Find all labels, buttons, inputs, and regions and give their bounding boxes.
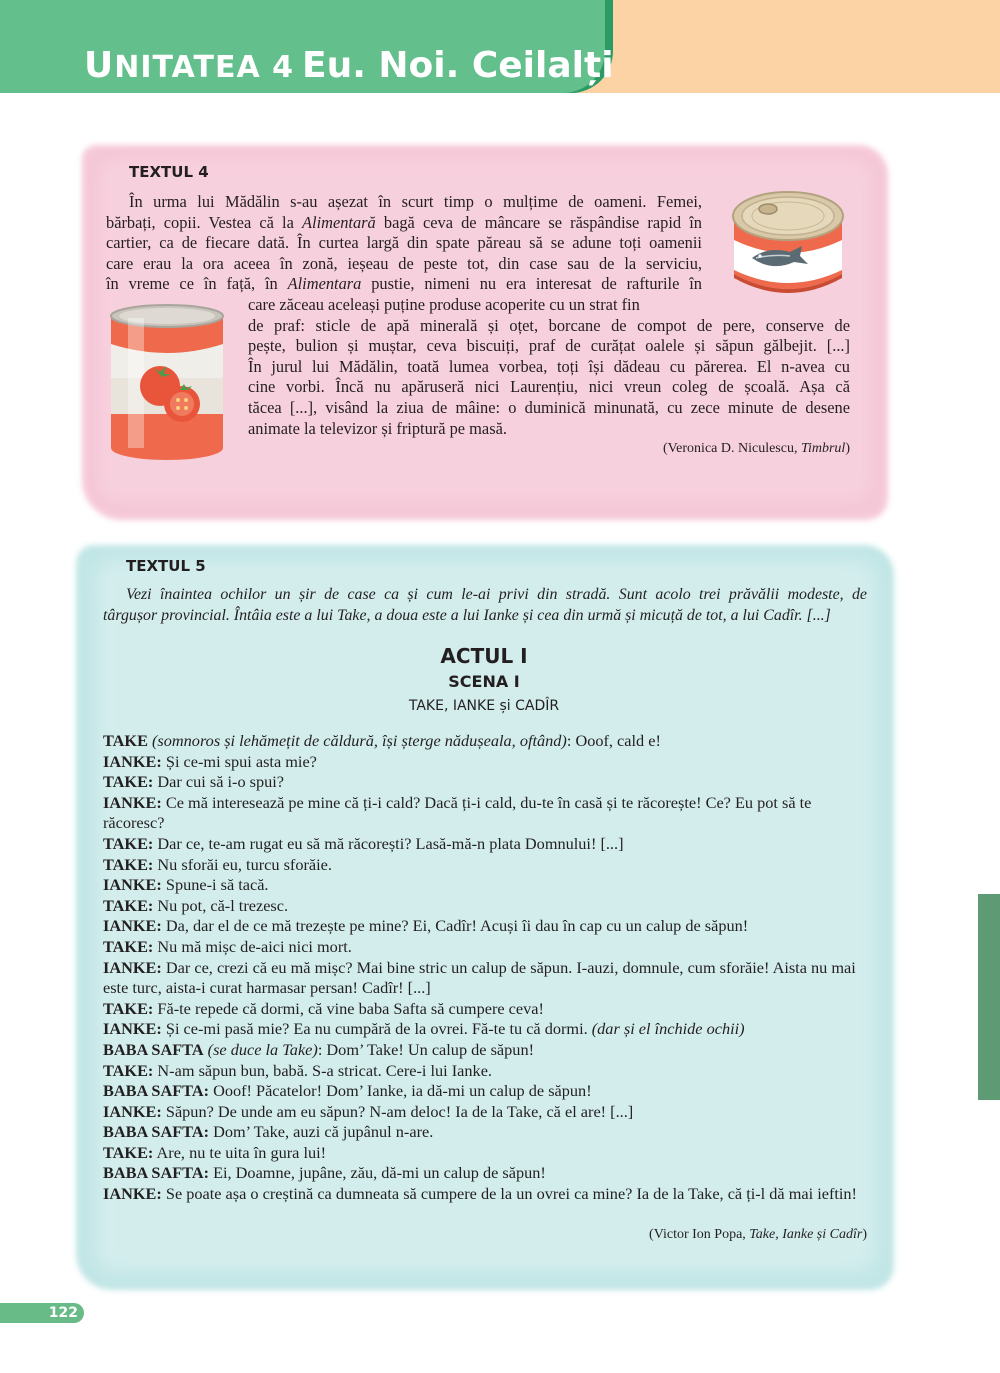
text-line: în vreme ce în față, în Alimentara pustie, nimeni nu era interesat de rafturile în [106, 274, 702, 294]
text5-label: TEXTUL 5 [126, 557, 206, 575]
unit-label: UNITATEA 4 [84, 45, 295, 86]
text4-source: (Veronica D. Niculescu, Timbrul) [662, 441, 850, 456]
dialog-line: BABA SAFTA: Ei, Doamne, jupâne, zău, dă-mi un calup de săpun! [103, 1163, 546, 1183]
act-heading: ACTUL I [440, 644, 528, 668]
page-number: 122 [0, 1303, 84, 1323]
text-line: Vezi înaintea ochilor un șir de case ca și cum le-ai privi din stradă. Sunt acolo trei prăvălii modeste, de [126, 586, 867, 603]
dialog-line: IANKE: Ce mă interesează pe mine că ți-i cald? Dacă ți-i cald, du-te în casă și te răcorește! Ce? Eu pot să te răcoresc? [103, 792, 812, 833]
dialog-line: IANKE: Da, dar el de ce mă trezește pe mine? Ei, Cadîr! Acuși îi dau în cap cu un calup de săpun! [103, 916, 749, 936]
characters-line: TAKE, IANKE și CADÎR [408, 698, 560, 714]
dialog-line: BABA SAFTA: Ooof! Păcatelor! Dom’ Ianke, ia dă-mi un calup de săpun! [103, 1081, 592, 1101]
text-line: animate la televizor și friptură pe masă. [248, 418, 507, 438]
text4-paragraph-top [106, 192, 702, 295]
dialog-line: TAKE: Fă-te repede că dormi, că vine baba Safta să cumpere ceva! [103, 998, 544, 1018]
dialog-line: TAKE: Nu sforăi eu, turcu sforăie. [103, 854, 332, 874]
dialog [103, 731, 867, 1205]
text-line: pește, bulion și muștar, ceva biscuiți, praf de curățat oalele și săpun gălbejit. [...] [248, 336, 850, 356]
text-line: bărbați, copii. Vestea că la Alimentară bagă ceva de mâncare se răspândise rapid în [106, 212, 702, 232]
dialog-line: TAKE: N-am săpun bun, babă. S-a stricat. Cere-i lui Ianke. [103, 1060, 492, 1080]
text5-source: (Victor Ion Popa, Take, Ianke și Cadîr) [649, 1227, 867, 1242]
dialog-line: TAKE: Nu pot, că-l trezesc. [103, 895, 289, 915]
text5-intro [103, 585, 867, 626]
unit-title: Eu. Noi. Ceilalți [302, 45, 614, 86]
text-line: care erau la ora aceea în zonă, ieșeau de peste tot, din case sau de la serviciu, [106, 253, 702, 273]
scene-heading: SCENA I [448, 672, 520, 691]
dialog-line: IANKE: Spune-i să tacă. [103, 875, 269, 895]
dialog-line: IANKE: Săpun? De unde am eu săpun? N-am deloc! Ia de la Take, că el are! [...] [103, 1101, 634, 1121]
dialog-line: IANKE: Se poate așa o creștină ca dumneata să cumpere de la un ovrei ca mine? Ia de la Take, că ți-l dă mai ieftin! [103, 1184, 857, 1204]
text-line: de praf: sticle de apă minerală și oțet, borcane de compot de pere, conserve de [248, 315, 850, 335]
dialog-line: TAKE: Dar cui să i-o spui? [103, 772, 285, 792]
text-line: care zăceau aceleași puține produse acoperite cu un strat fin [248, 295, 640, 314]
text-line: tăcea [...], visând la ziua de mâine: o duminică minunată, cu zece minute de desene [248, 397, 850, 417]
text-line: În urma lui Mădălin s-au așezat în scurt timp o mulțime de oameni. Femei, [129, 192, 702, 211]
dialog-line: BABA SAFTA (se duce la Take): Dom’ Take! Un calup de săpun! [103, 1039, 535, 1059]
text4-paragraph-bottom [248, 295, 850, 439]
text-line: târgușor provincial. Întâia este a lui Take, a doua este a lui Ianke și cea din urmă și micuță de tot, a lui Cadîr. [...] [103, 606, 831, 624]
tomato-can-icon [108, 304, 226, 462]
fish-can-icon [728, 186, 848, 298]
dialog-line: TAKE: Nu mă mișc de-aici nici mort. [103, 936, 352, 956]
text-line: cartier, ca de fiecare dată. În curtea largă din spate păreau să se adune toți oamenii [106, 233, 702, 253]
dialog-line: TAKE: Are, nu te uita în gura lui! [103, 1142, 327, 1162]
side-tab [978, 894, 1000, 1100]
text4-label: TEXTUL 4 [129, 163, 209, 181]
text-line: În jurul lui Mădălin, toată lumea vorbea, toți își dădeau cu părerea. El n-avea cu [248, 356, 850, 376]
text-line: cine vorbi. Încă nu apăruseră nici Laurențiu, nici vreun coleg de școală. Așa că [248, 377, 850, 397]
dialog-line: TAKE (somnoros și lehămețit de căldură, își șterge nădușeala, oftând): Ooof, cald e! [103, 731, 661, 750]
dialog-line: IANKE: Și ce-mi spui asta mie? [103, 751, 317, 771]
dialog-line: BABA SAFTA: Dom’ Take, auzi că jupânul n-are. [103, 1122, 434, 1142]
dialog-line: IANKE: Și ce-mi pasă mie? Ea nu cumpără de la ovrei. Fă-te tu că dormi. (dar și el închide ochii) [103, 1019, 745, 1039]
dialog-line: TAKE: Dar ce, te-am rugat eu să mă răcorești? Lasă-mă-n plata Domnului! [...] [103, 833, 624, 853]
dialog-line: IANKE: Dar ce, crezi că eu mă mișc? Mai bine stric un calup de săpun. I-auzi, domnule, cum sforăie! Aista nu mai este turc, aista-i curat harmasar persan! Cadîr! [...] [103, 957, 856, 998]
